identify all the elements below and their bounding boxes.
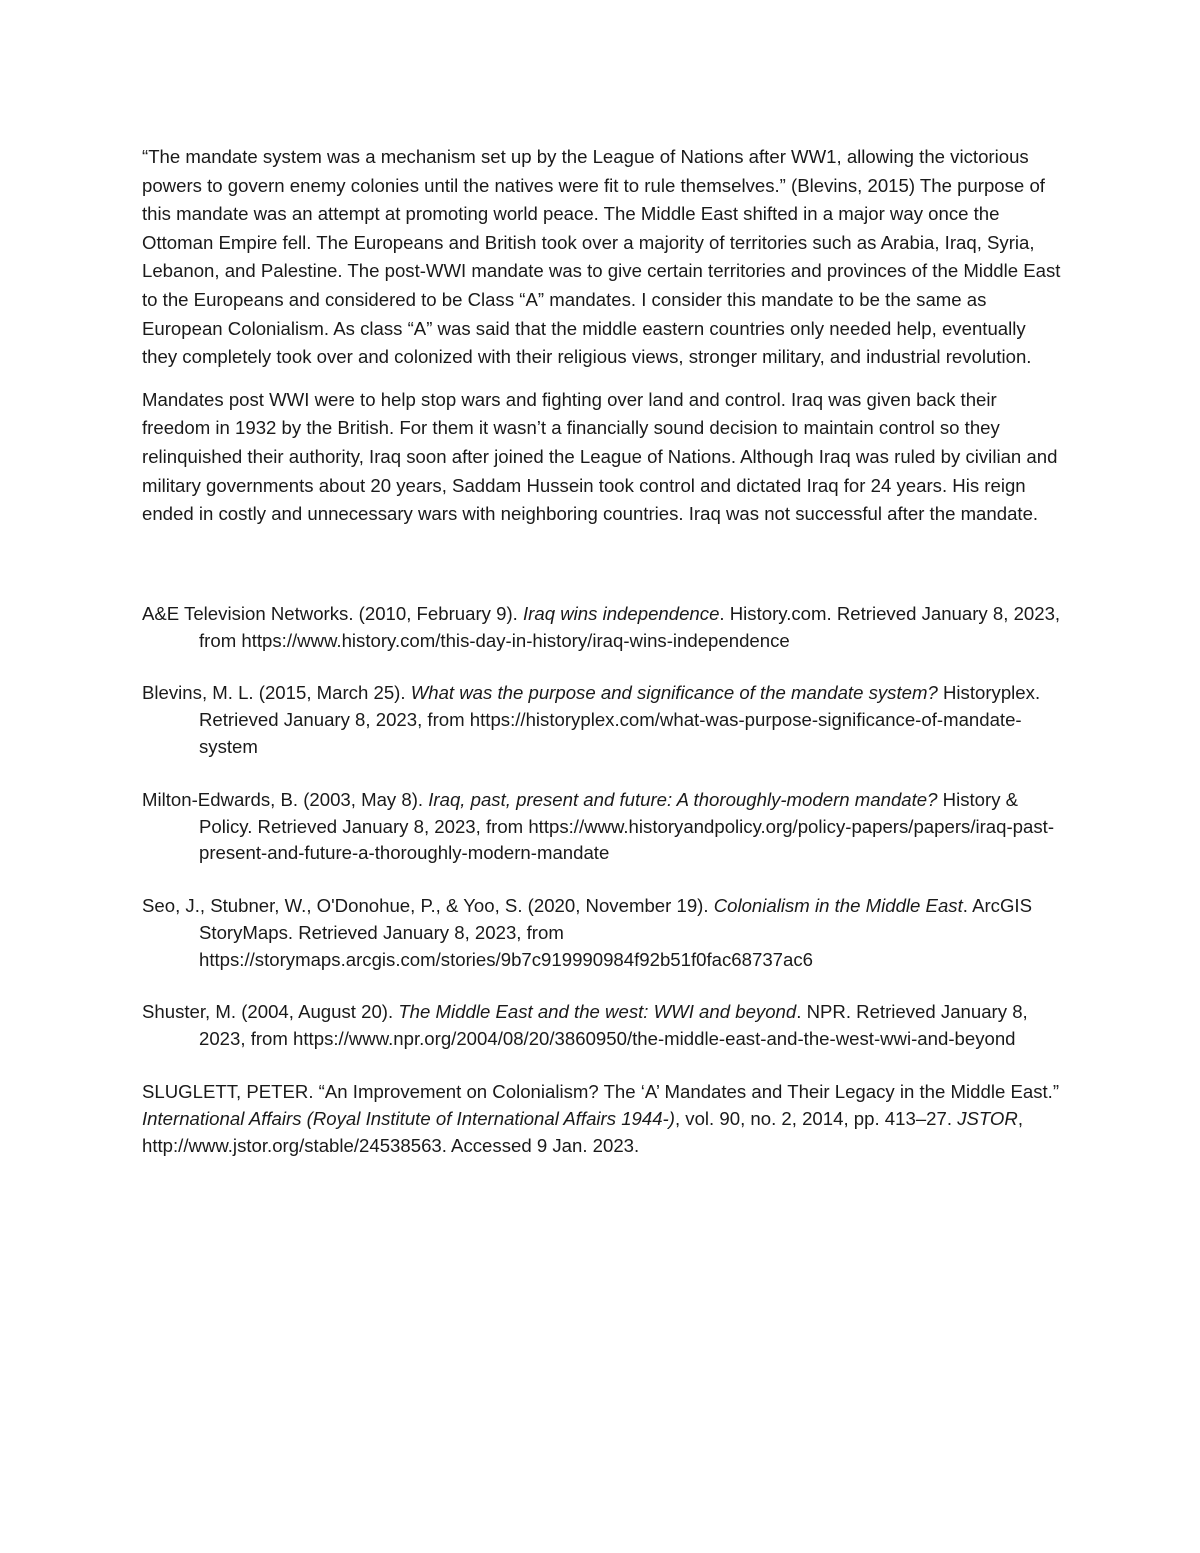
reference-source: . ArcGIS StoryMaps. Retrieved January 8, 2023, from https://storymaps.arcgis.com/stories/9b7c919990984f92b51f0fac68737ac6 bbox=[199, 895, 1032, 970]
reference-authors-date: Milton-Edwards, B. (2003, May 8). bbox=[142, 788, 429, 810]
reference-authors-date: A&E Television Networks. (2010, February 9). bbox=[142, 602, 523, 624]
body-paragraph-2: Mandates post WWI were to help stop wars and fighting over land and control. Iraq was given back their freedom in 1932 by the British. For them it wasn’t a financially sound decision to maintain control so they relinquished their authority, Iraq soon after joined the League of Nations. Although Iraq was ruled by civilian and military governments about 20 years, Saddam Hussein took control and dictated Iraq for 24 years. His reign ended in costly and unnecessary wars with neighboring countries. Iraq was not successful after the mandate. bbox=[142, 388, 1058, 525]
reference-source: . NPR. Retrieved January 8, 2023, from https://www.npr.org/2004/08/20/3860950/the-middle-east-and-the-west-wwi-and-beyond bbox=[199, 1001, 1028, 1050]
reference-authors-date: Blevins, M. L. (2015, March 25). bbox=[142, 682, 411, 704]
reference-url-accessed: , http://www.jstor.org/stable/24538563. Accessed 9 Jan. 2023. bbox=[142, 1107, 1023, 1156]
reference-milton-edwards bbox=[142, 787, 1062, 867]
section-spacer bbox=[142, 543, 1062, 601]
reference-history-com bbox=[142, 601, 1062, 655]
reference-title: Colonialism in the Middle East bbox=[713, 895, 963, 917]
reference-source: . History.com. Retrieved January 8, 2023, from https://www.history.com/this-day-in-history/iraq-wins-independence bbox=[199, 602, 1061, 651]
reference-source: History & Policy. Retrieved January 8, 2023, from https://www.historyandpolicy.org/policy-papers/papers/iraq-past-present-and-future-a-thoroughly-modern-mandate bbox=[199, 788, 1055, 864]
reference-database: JSTOR bbox=[957, 1107, 1018, 1129]
reference-authors-date: Seo, J., Stubner, W., O'Donohue, P., & Yoo, S. (2020, November 19). bbox=[142, 895, 714, 917]
reference-shuster bbox=[142, 999, 1062, 1053]
reference-journal: International Affairs (Royal Institute of International Affairs 1944-) bbox=[142, 1107, 675, 1129]
reference-blevins bbox=[142, 680, 1062, 760]
reference-authors-date: Shuster, M. (2004, August 20). bbox=[142, 1001, 399, 1023]
reference-title: Iraq wins independence bbox=[523, 602, 720, 624]
reference-title: What was the purpose and significance of the mandate system? bbox=[410, 682, 938, 704]
reference-title: Iraq, past, present and future: A thoroughly-modern mandate? bbox=[428, 788, 938, 810]
reference-title: The Middle East and the west: WWI and beyond bbox=[398, 1001, 797, 1023]
reference-sluglett bbox=[142, 1079, 1062, 1159]
body-paragraph-1: “The mandate system was a mechanism set up by the League of Nations after WW1, allowing the victorious powers to govern enemy colonies until the natives were fit to rule themselves.” (Blevins, 2015) The purpose of this mandate was an attempt at promoting world peace. The Middle East shifted in a major way once the Ottoman Empire fell. The Europeans and British took over a majority of territories such as Arabia, Iraq, Syria, Lebanon, and Palestine. The post-WWI mandate was to give certain territories and provinces of the Middle East to the Europeans and considered to be Class “A” mandates. I consider this mandate to be the same as European Colonialism. As class “A” was said that the middle eastern countries only needed help, eventually they completely took over and colonized with their religious views, stronger military, and industrial revolution. bbox=[142, 146, 1061, 368]
reference-source: Historyplex. Retrieved January 8, 2023, from https://historyplex.com/what-was-purpose-significance-of-mandate-system bbox=[199, 682, 1041, 757]
document-page bbox=[142, 143, 1062, 1185]
reference-seo bbox=[142, 893, 1062, 973]
references-list bbox=[142, 601, 1062, 1160]
reference-volume-pages: , vol. 90, no. 2, 2014, pp. 413–27. bbox=[674, 1107, 958, 1129]
reference-author-title: SLUGLETT, PETER. “An Improvement on Colonialism? The ‘A’ Mandates and Their Legacy in the Middle East.” bbox=[142, 1081, 1060, 1103]
